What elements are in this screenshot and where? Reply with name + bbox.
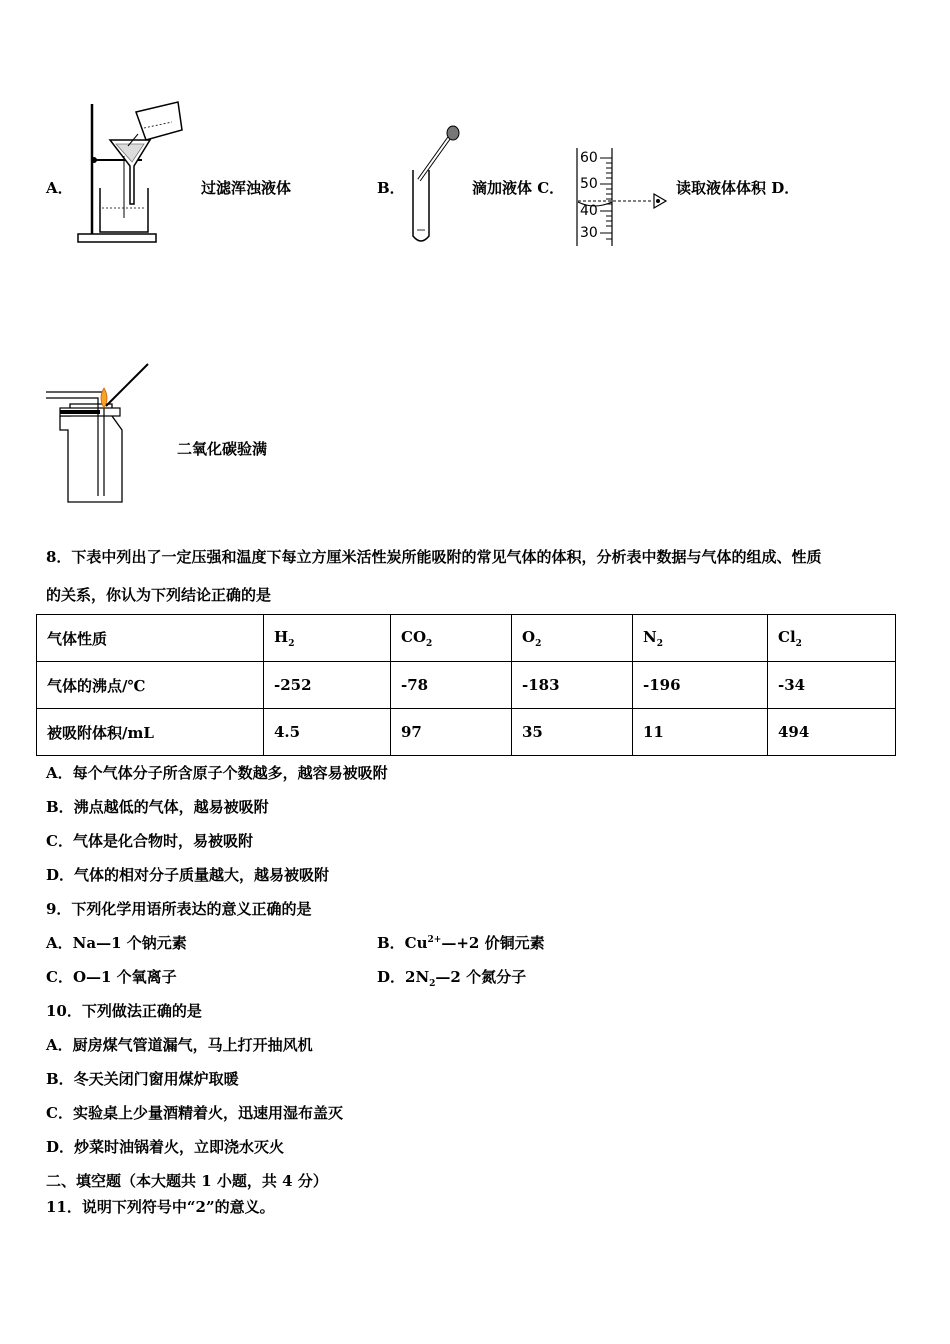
table-cell: -183: [512, 662, 633, 709]
option-d-caption: 二氧化碳验满: [177, 440, 268, 458]
table-cell: 4.5: [264, 709, 391, 756]
table-header-co2: $CO_2$: [391, 615, 512, 662]
table-header-n2: $N_2$: [633, 615, 768, 662]
q10-option-d: D．炒菜时油锅着火，立即浇水灭火: [46, 1138, 285, 1156]
q10-option-a: A．厨房煤气管道漏气，马上打开抽风机: [46, 1036, 313, 1054]
table-header-label: 气体性质: [37, 615, 264, 662]
option-a-letter: A．: [46, 179, 73, 197]
option-b-caption: 滴加液体 C．: [472, 179, 565, 197]
row-label-boiling-point: 气体的沸点/℃: [37, 662, 264, 709]
table-header-h2: $H_2$: [264, 615, 391, 662]
option-c-caption: 读取液体体积 D．: [676, 179, 800, 197]
cylinder-tick-50: 50: [580, 176, 598, 192]
table-row: [37, 709, 896, 756]
table-header-row: [37, 615, 896, 662]
table-cell: -196: [633, 662, 768, 709]
cylinder-tick-30: 30: [580, 225, 598, 241]
cylinder-tick-40: 40: [580, 203, 598, 219]
table-cell: 97: [391, 709, 512, 756]
table-cell: -252: [264, 662, 391, 709]
q10-option-c: C．实验桌上少量酒精着火，迅速用湿布盖灭: [46, 1104, 343, 1122]
dropper-test-tube-figure: [405, 124, 465, 248]
gas-adsorption-table: [36, 614, 896, 756]
q9-option-d: D．$2N_2—2$ 个氮分子: [377, 968, 527, 989]
option-b-letter: B．: [377, 179, 405, 197]
q10-option-b: B．冬天关闭门窗用煤炉取暖: [46, 1070, 239, 1088]
section-title-fill-in: 二、填空题（本大题共 1 小题，共 4 分）: [46, 1172, 328, 1190]
q8-option-b: B．沸点越低的气体，越易被吸附: [46, 798, 269, 816]
table-header-cl2: $Cl_2$: [768, 615, 896, 662]
table-cell: 11: [633, 709, 768, 756]
q8-stem-line1: 8．下表中列出了一定压强和温度下每立方厘米活性炭所能吸附的常见气体的体积，分析表中数据与气体的组成、性质: [46, 548, 822, 566]
row-label-adsorbed-volume: 被吸附体积/mL: [37, 709, 264, 756]
q8-option-a: A．每个气体分子所含原子个数越多，越容易被吸附: [46, 764, 388, 782]
q8-option-d: D．气体的相对分子质量越大，越易被吸附: [46, 866, 330, 884]
table-cell: -34: [768, 662, 896, 709]
co2-gas-bottle-figure: [44, 360, 154, 508]
filtration-apparatus-figure: [72, 96, 187, 248]
q9-option-a: A．Na—1 个钠元素: [46, 934, 187, 952]
q9-option-c: C．O—1 个氧离子: [46, 968, 177, 986]
q11-stem: 11．说明下列符号中“2”的意义。: [46, 1198, 275, 1216]
q10-stem: 10．下列做法正确的是: [46, 1002, 202, 1020]
table-cell: 35: [512, 709, 633, 756]
option-a-caption: 过滤浑浊液体: [201, 179, 292, 197]
q9-stem: 9．下列化学用语所表达的意义正确的是: [46, 900, 312, 918]
table-cell: 494: [768, 709, 896, 756]
table-header-o2: $O_2$: [512, 615, 633, 662]
q8-stem-line2: 的关系，你认为下列结论正确的是: [46, 586, 272, 604]
q9-option-b: B．$Cu^{2+}—+2$ 价铜元素: [377, 934, 545, 952]
q8-option-c: C．气体是化合物时，易被吸附: [46, 832, 253, 850]
cylinder-tick-60: 60: [580, 150, 598, 166]
table-row: [37, 662, 896, 709]
table-cell: -78: [391, 662, 512, 709]
